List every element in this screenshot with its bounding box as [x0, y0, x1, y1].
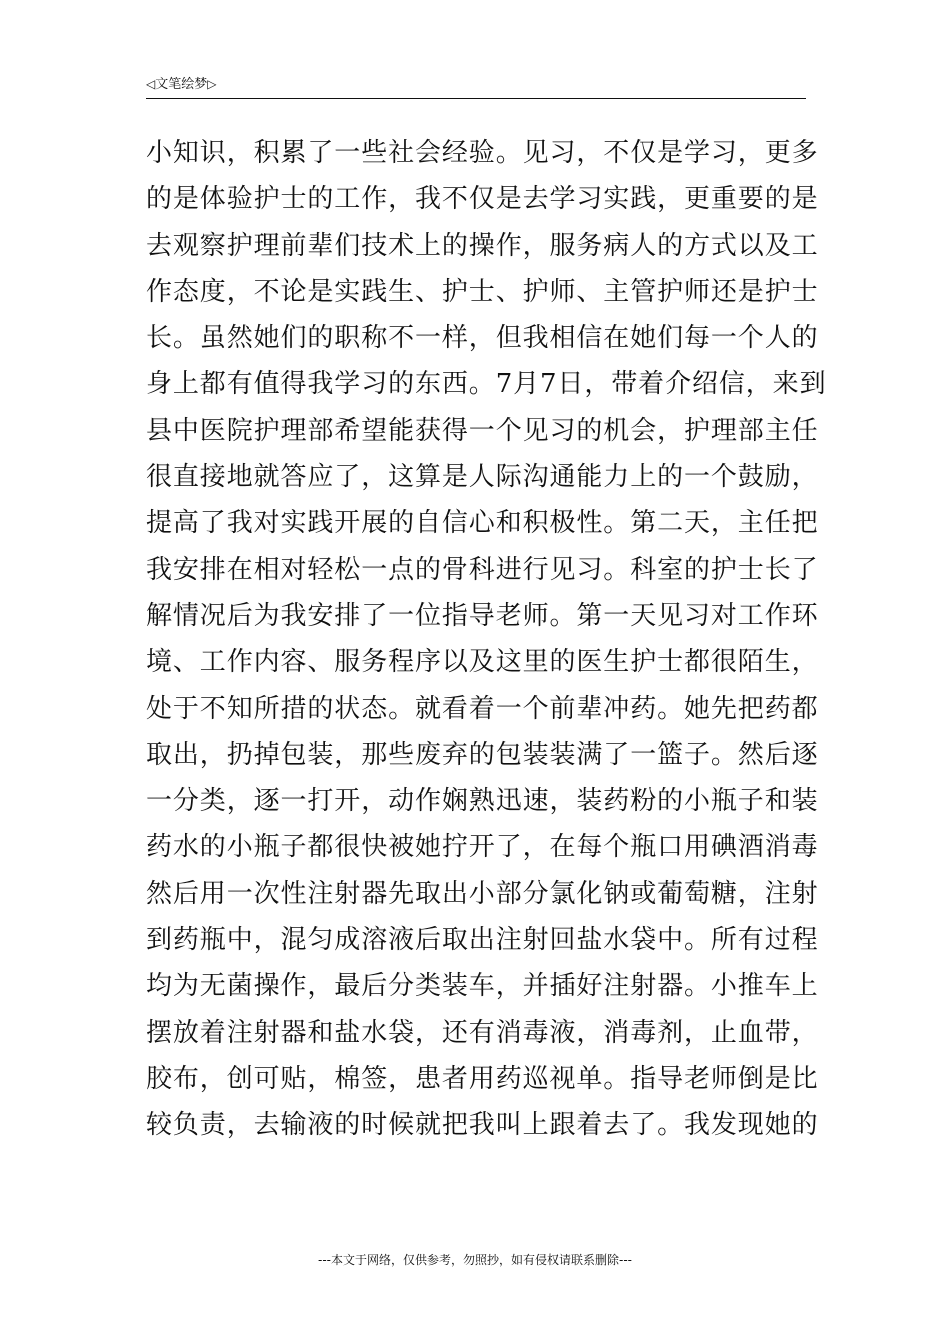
text-line: 药水的小瓶子都很快被她拧开了，在每个瓶口用碘酒消毒: [146, 832, 819, 863]
text-line: 提高了我对实践开展的自信心和积极性。第二天，主任把: [146, 508, 819, 539]
text-line: 的是体验护士的工作，我不仅是去学习实践，更重要的是: [146, 184, 819, 215]
page-header: [146, 76, 806, 99]
text-line: 境、工作内容、服务程序以及这里的医生护士都很陌生，: [146, 647, 819, 678]
text-line: 去观察护理前辈们技术上的操作，服务病人的方式以及工: [146, 230, 819, 261]
header-title: 文笔绘梦: [155, 77, 208, 92]
text-line: 胶布，创可贴，棉签，患者用药巡视单。指导老师倒是比: [146, 1063, 819, 1094]
text-line: 很直接地就答应了，这算是人际沟通能力上的一个鼓励，: [146, 462, 819, 493]
text-line: 身上都有值得我学习的东西。7月7日，带着介绍信，来到: [146, 369, 827, 400]
text-line: 作态度，不论是实践生、护士、护师、主管护师还是护士: [146, 276, 819, 307]
text-line: 摆放着注射器和盐水袋，还有消毒液，消毒剂，止血带，: [146, 1017, 819, 1048]
right-triangle-icon: ▷: [207, 77, 217, 91]
text-line: 我安排在相对轻松一点的骨科进行见习。科室的护士长了: [146, 554, 819, 585]
text-line: 处于不知所措的状态。就看着一个前辈冲药。她先把药都: [146, 693, 819, 724]
text-line: 长。虽然她们的职称不一样，但我相信在她们每一个人的: [146, 323, 819, 354]
page-footer: ---本文于网络，仅供参考，勿照抄，如有侵权请联系删除---: [318, 1253, 632, 1267]
left-triangle-icon: ◁: [146, 77, 156, 91]
text-line: 均为无菌操作，最后分类装车，并插好注射器。小推车上: [146, 971, 819, 1002]
text-line: 取出，扔掉包装，那些废弃的包装装满了一篮子。然后逐: [146, 739, 819, 770]
text-line: 县中医院护理部希望能获得一个见习的机会，护理部主任: [146, 415, 819, 446]
text-line: 然后用一次性注射器先取出小部分氯化钠或葡萄糖，注射: [146, 878, 819, 909]
header-title-group: [146, 76, 216, 93]
text-line: 到药瓶中，混匀成溶液后取出注射回盐水袋中。所有过程: [146, 925, 819, 956]
text-line: 小知识，积累了一些社会经验。见习，不仅是学习，更多: [146, 138, 819, 168]
body-paragraph: [146, 130, 827, 1149]
text-line: 较负责，去输液的时候就把我叫上跟着去了。我发现她的: [146, 1110, 819, 1141]
text-line: 解情况后为我安排了一位指导老师。第一天见习对工作环: [146, 600, 819, 631]
text-line: 一分类，逐一打开，动作娴熟迅速，装药粉的小瓶子和装: [146, 786, 819, 817]
